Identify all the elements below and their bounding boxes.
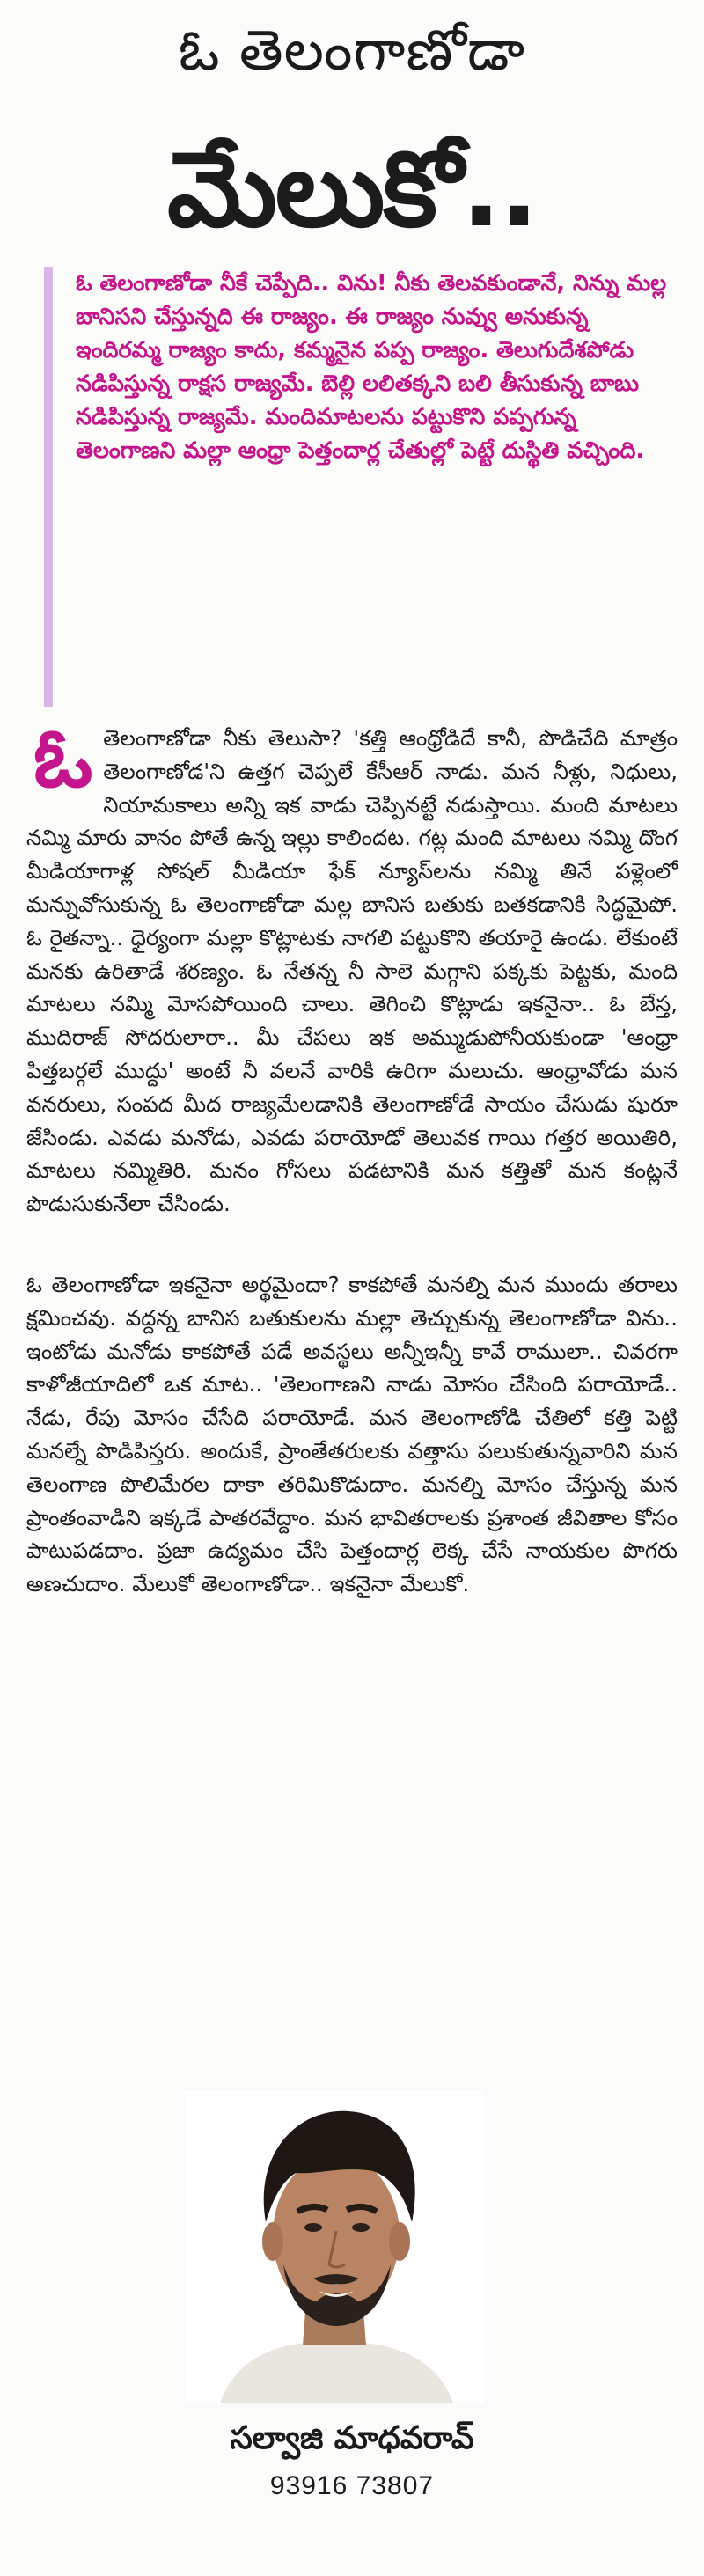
paragraph-2: ఓ తెలంగాణోడా ఇకనైనా అర్థమైందా? కాకపోతే మనల్ని మన ముందు తరాలు క్షమించవు. వద్దన్న బానిస బతుకులను మల్లా తెచ్చుకున్న తెలంగాణోడా విను.. ఇంటోడు మనోడు కాకపోతే పడే అవస్థలు అన్నీఇన్నీ కావే రాములా.. చివరగా కాళోజీయాదిలో ఒక మాట.. 'తెలంగాణని నాడు మోసం చేసింది పరాయోడే.. నేడు, రేపు మోసం చేసేది పరాయోడే. మన తెలంగాణోడి చేతిలో కత్తి పెట్టి మనల్నే పొడిపిస్తరు. అందుకే, ప్రాంతేతరులకు వత్తాసు పలుకుతున్నవారిని మన తెలంగాణ పొలిమేరల దాకా తరిమికొడుదాం. మనల్ని మోసం చేస్తున్న మన ప్రాంతంవాడిని ఇక్కడే పాతరవేద్దాం. మన భావితరాలకు ప్రశాంత జీవితాల కోసం పాటుపడదాం. ప్రజా ఉద్యమం చేసి పెత్తందార్ల లెక్క చేసే నాయకుల పొగరు అణచుదాం. మేలుకో తెలంగాణోడా.. ఇకనైనా మేలుకో. bbox=[26, 1271, 678, 1597]
author-portrait-icon bbox=[185, 2090, 484, 2403]
paragraph-1 bbox=[26, 711, 678, 1221]
author-name: సల్వాజి మాధవరావ్ bbox=[230, 2420, 474, 2456]
author-photo bbox=[185, 2090, 484, 2403]
author-phone: 93916 73807 bbox=[269, 2471, 435, 2500]
headline-line-1: ఓ తెలంగాణోడా bbox=[178, 18, 526, 84]
drop-cap: ఓ bbox=[33, 711, 93, 805]
article-body bbox=[26, 711, 678, 1648]
headline-line-2: మేలుకో.. bbox=[166, 128, 538, 250]
pull-quote-text: ఓ తెలంగాణోడా నీకే చెప్పేది.. విను! నీకు తెలవకుండానే, నిన్ను మల్ల బానిసని చేస్తున్నది ఈ రాజ్యం. ఈ రాజ్యం నువ్వు అనుకున్న ఇందిరమ్మ రాజ్యం కాదు, కమ్మనైన పప్ప రాజ్యం. తెలుగుదేశపోడు నడిపిస్తున్న రాక్షస రాజ్యమే. బెల్లి లలితక్కని బలి తీసుకున్న బాబు నడిపిస్తున్న రాజ్యమే. మందిమాటలను పట్టుకొని పప్పగున్న తెలంగాణని మల్లా ఆంధ్రా పెత్తందార్ల చేతుల్లో పెట్టే దుస్థితి వచ్చింది. bbox=[76, 270, 667, 464]
pull-quote bbox=[44, 267, 669, 707]
paragraph-1-text: తెలంగాణోడా నీకు తెలుసా? 'కత్తి ఆంధ్రోడిదే కానీ, పొడిచేది మాత్రం తెలంగాణోడ'ని ఉత్తగ చెప్పలే కేసీఆర్ నాడు. మన నీళ్లు, నిధులు, నియామకాలు అన్ని ఇక వాడు చెప్పినట్టే నడుస్తాయి. మంది మాటలు నమ్మి మారు వానం పోతే ఉన్న ఇల్లు కాలిందట. గట్ల మంది మాటలు నమ్మి దొంగ మీడియాగాళ్ల సోషల్ మీడియా ఫేక్ న్యూస్‌లను నమ్మి తినే పళ్లెంలో మన్నువోసుకున్న ఓ తెలంగాణోడా మల్ల బానిస బతుకు బతకడానికి సిద్ధమైపో. ఓ రైతన్నా.. ధైర్యంగా మల్లా కొట్లాటకు నాగలి పట్టుకొని తయారై ఉండు. లేకుంటే మనకు ఉరితాడే శరణ్యం. ఓ నేతన్న నీ సాలె మగ్గాని పక్కకు పెట్టకు, మంది మాటలు నమ్మి మోసపోయింది చాలు. తెగించి కొట్లాడు ఇకనైనా.. ఓ బేస్త, ముదిరాజ్ సోదరులారా.. మీ చేపలు ఇక అమ్ముడుపోనీయకుండా 'ఆంధ్రా పిత్తబర్గలే ముద్దు' అంటే నీ వలనే వారికి ఉరిగా మలుచు. ఆంధ్రావోడు మన వనరులు, సంపద మీద రాజ్యమేలడానికి తెలంగాణోడే సాయం చేసుడు షురూ జేసిండు. ఎవడు మనోడు, ఎవడు పరాయోడో తెలువక గాయి గత్తర అయితిరి, మాటలు నమ్మితిరి. మనం గోసలు పడటానికి మన కత్తితో మన కంట్లనే పొడుసుకునేలా చేసిండు. bbox=[26, 725, 678, 1217]
